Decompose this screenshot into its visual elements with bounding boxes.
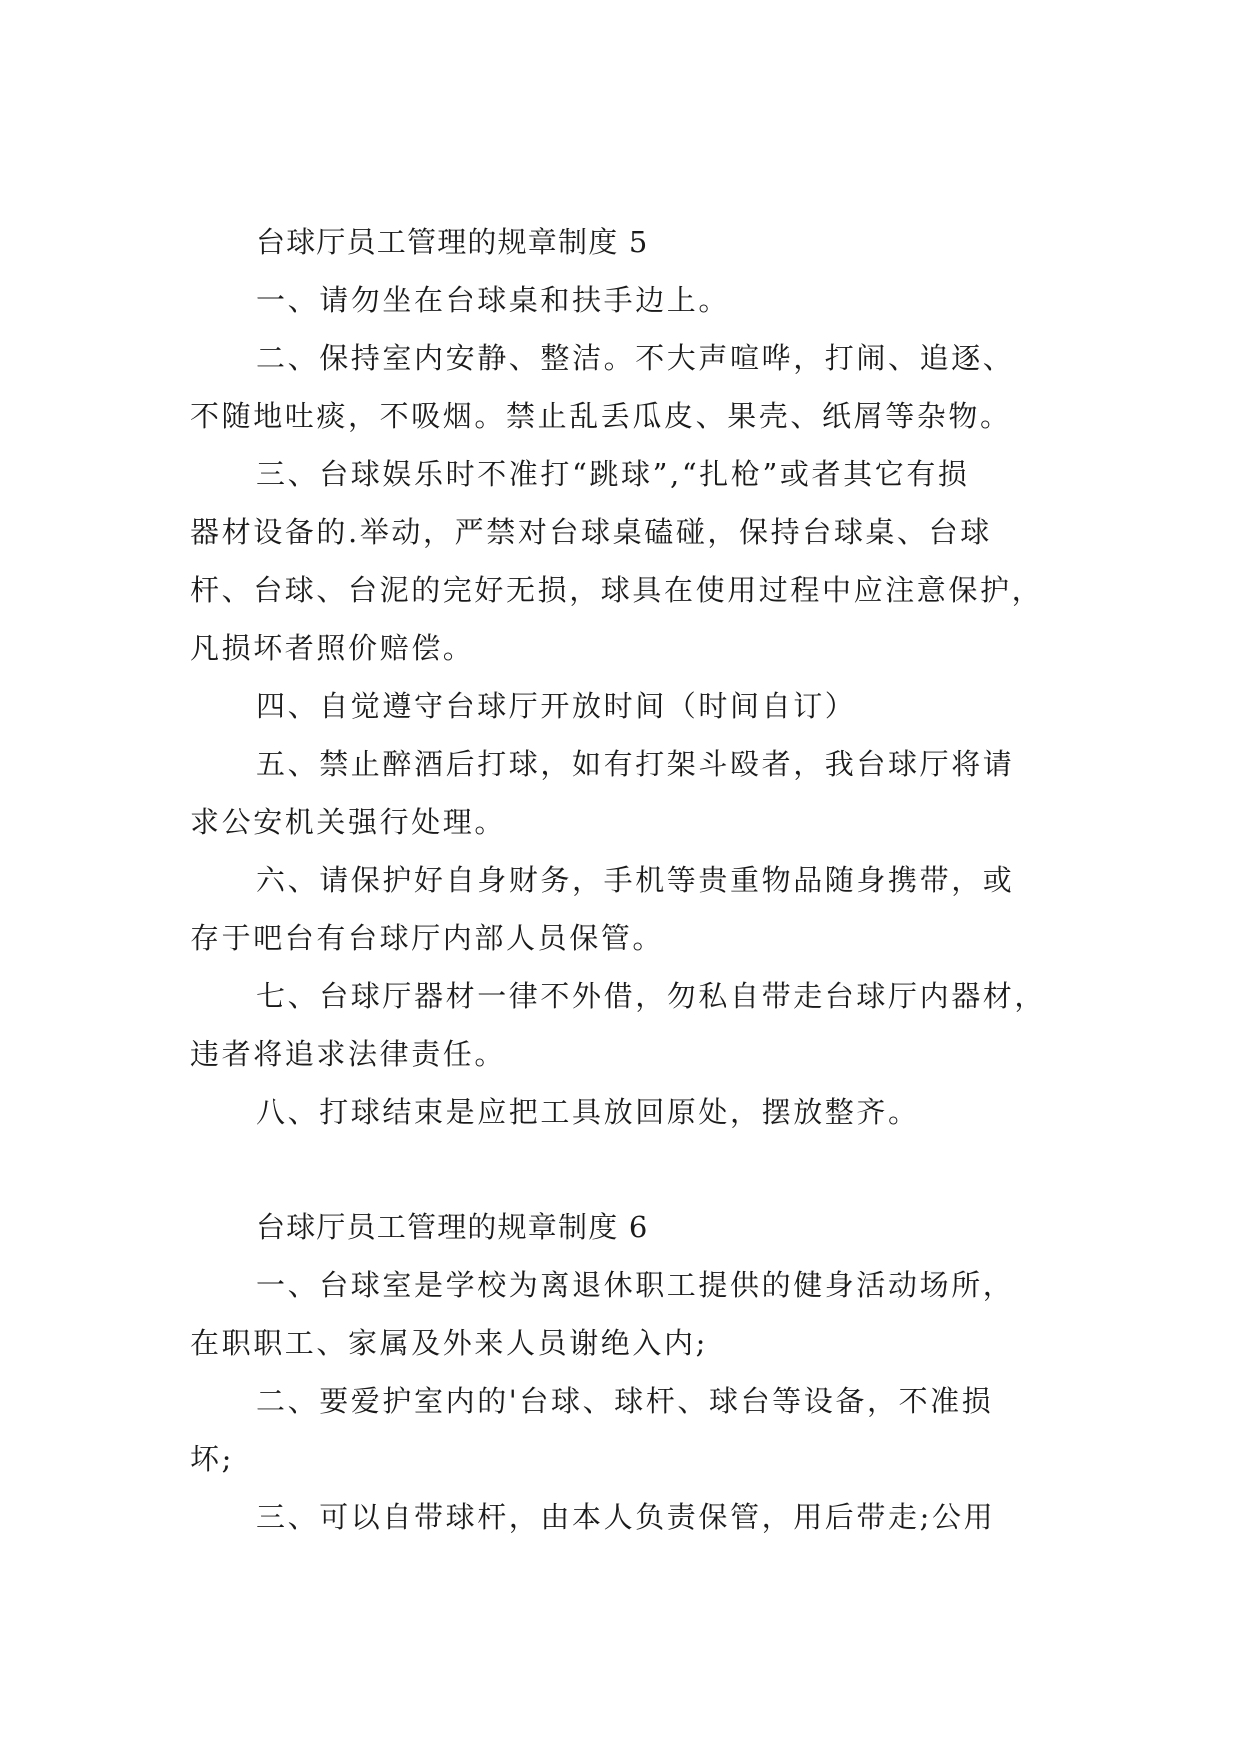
paragraph-line: 一、请勿坐在台球桌和扶手边上。 [256, 283, 731, 317]
paragraph-line: 凡损坏者照价赔偿。 [190, 631, 475, 665]
paragraph-line: 八、打球结束是应把工具放回原处，摆放整齐。 [256, 1095, 920, 1129]
section-title: 台球厅员工管理的规章制度 5 [256, 225, 649, 259]
paragraph-line: 在职职工、家属及外来人员谢绝入内; [190, 1326, 708, 1360]
paragraph-line: 坏; [190, 1442, 234, 1476]
paragraph-line: 一、台球室是学校为离退休职工提供的健身活动场所， [256, 1268, 1015, 1302]
paragraph-line: 器材设备的.举动，严禁对台球桌磕碰，保持台球桌、台球 [190, 515, 992, 549]
paragraph-line: 六、请保护好自身财务，手机等贵重物品随身携带，或 [256, 863, 1015, 897]
section-title: 台球厅员工管理的规章制度 6 [256, 1210, 649, 1244]
paragraph-line: 七、台球厅器材一律不外借，勿私自带走台球厅内器材， [256, 979, 1047, 1013]
paragraph-line: 求公安机关强行处理。 [190, 805, 507, 839]
paragraph-line: 三、台球娱乐时不准打“跳球”,“扎枪”或者其它有损 [256, 457, 970, 491]
paragraph-line: 不随地吐痰，不吸烟。禁止乱丢瓜皮、果壳、纸屑等杂物。 [190, 399, 1012, 433]
paragraph-line: 二、要爱护室内的'台球、球杆、球台等设备，不准损 [256, 1384, 994, 1418]
paragraph-line: 违者将追求法律责任。 [190, 1037, 507, 1071]
paragraph-line: 杆、台球、台泥的完好无损，球具在使用过程中应注意保护， [190, 573, 1044, 607]
paragraph-line: 二、保持室内安静、整洁。不大声喧哗，打闹、追逐、 [256, 341, 1015, 375]
paragraph-line: 五、禁止醉酒后打球，如有打架斗殴者，我台球厅将请 [256, 747, 1015, 781]
paragraph-line: 三、可以自带球杆，由本人负责保管，用后带走;公用 [256, 1500, 996, 1534]
paragraph-line: 四、自觉遵守台球厅开放时间（时间自订） [256, 689, 857, 723]
paragraph-line: 存于吧台有台球厅内部人员保管。 [190, 921, 665, 955]
